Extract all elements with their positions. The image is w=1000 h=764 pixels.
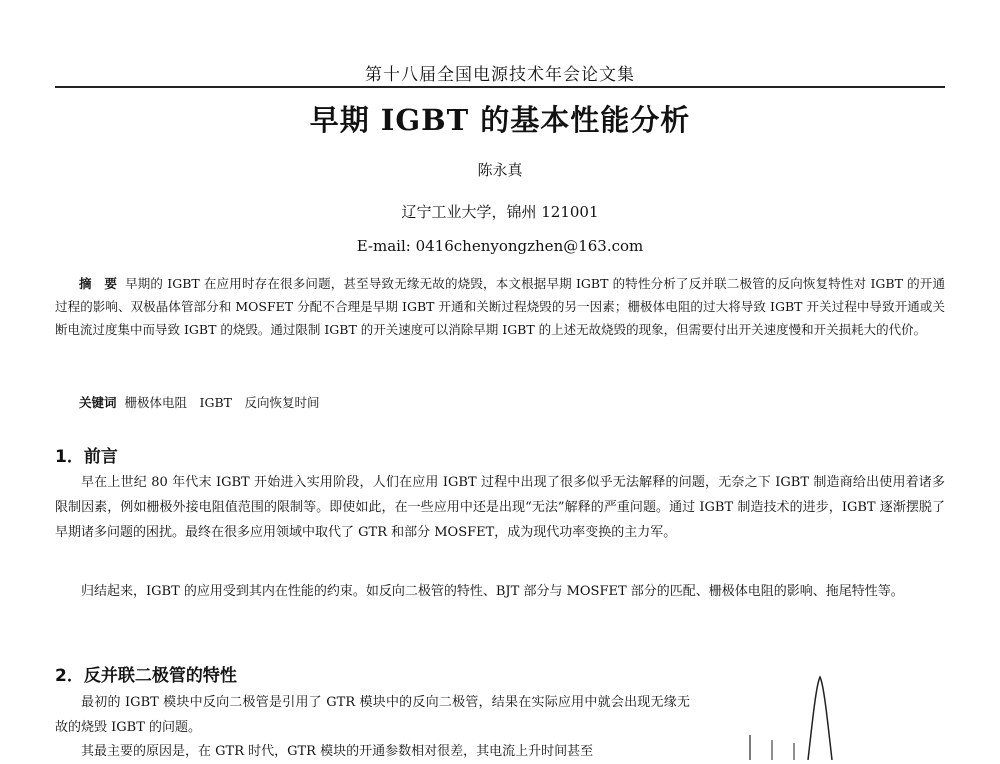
keywords xyxy=(79,393,319,411)
waveform-figure-icon xyxy=(720,665,880,760)
abstract-label: 摘 要 xyxy=(79,276,118,291)
keywords-text: 栅极体电阻 IGBT 反向恢复时间 xyxy=(124,395,320,410)
affiliation: 辽宁工业大学，锦州 121001 xyxy=(401,203,599,221)
paragraph: 早在上世纪 80 年代末 IGBT 开始进入实用阶段，人们在应用 IGBT 过程中出现了很多似乎无法解释的问题，无奈之下 IGBT 制造商给出使用着诸多限制因素，例如栅极外接电阻值范围的限制等。即使如此，在一些应用中还是出现“无法”解释的严重问题。通过 IGBT 制造技术的进步，IGBT 逐渐摆脱了早期诸多问题的困扰。最终在很多应用领域中取代了 GTR 和部分 MOSFET，成为现代功率变换的主力军。 xyxy=(55,475,945,540)
paragraph: 其最主要的原因是，在 GTR 时代，GTR 模块的开通参数相对很差，其电流上升时间甚至 xyxy=(81,744,594,759)
paragraph: 最初的 IGBT 模块中反向二极管是引用了 GTR 模块中的反向二极管，结果在实际应用中就会出现无缘无故的烧毁 IGBT 的问题。 xyxy=(55,695,690,735)
abstract xyxy=(55,272,945,341)
abstract-text: 早期的 IGBT 在应用时存在很多问题，甚至导致无缘无故的烧毁，本文根据早期 IGBT 的特性分析了反并联二极管的反向恢复特性对 IGBT 的开通过程的影响、双极晶体管部分和 MOSFET 分配不合理是早期 IGBT 开通和关断过程烧毁的另一因素；栅极体电阻的过大将导致 IGBT 开关过程中导致开通或关断电流过度集中而导致 IGBT 的烧毁。通过限制 IGBT 的开关速度可以消除早期 IGBT 的上述无故烧毁的现象，但需要付出开关速度慢和开关损耗大的代价。 xyxy=(55,276,945,337)
author-name: 陈永真 xyxy=(477,161,523,179)
paper-title: 早期 IGBT 的基本性能分析 xyxy=(309,103,691,137)
header-rule xyxy=(55,86,945,88)
author-email: E-mail: 0416chenyongzhen@163.com xyxy=(356,237,644,255)
paragraph: 归结起来，IGBT 的应用受到其内在性能的约束。如反向二极管的特性、BJT 部分与 MOSFET 部分的匹配、栅极体电阻的影响、拖尾特性等。 xyxy=(81,584,904,599)
section-heading-diode: 2．反并联二极管的特性 xyxy=(55,666,237,686)
running-header: 第十八届全国电源技术年会论文集 xyxy=(365,65,635,85)
section-heading-introduction: 1．前言 xyxy=(55,447,118,467)
waveform-figure-svg xyxy=(720,665,880,760)
keywords-label: 关键词 xyxy=(79,395,117,410)
